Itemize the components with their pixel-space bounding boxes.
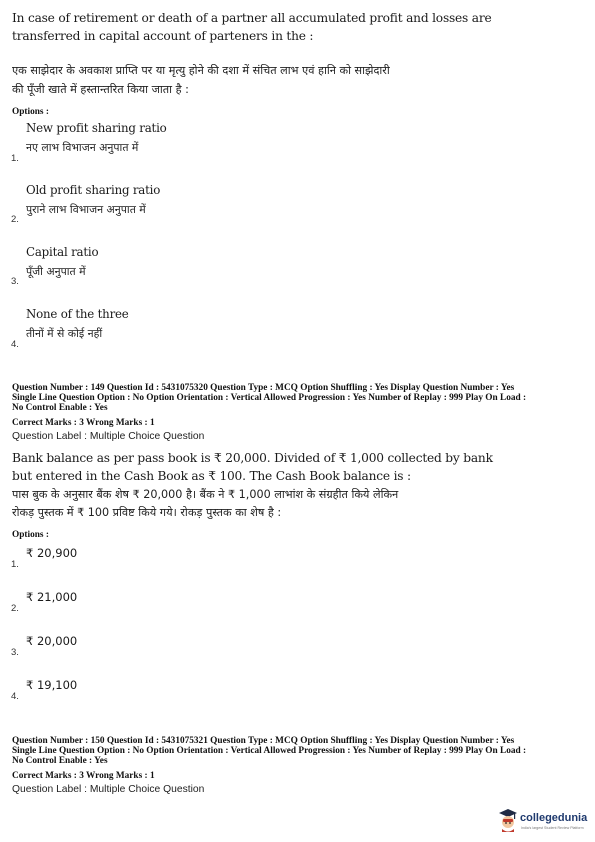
option-amount: ₹ 20,000 (26, 634, 78, 648)
q150-question-label: Question Label : Multiple Choice Question (12, 784, 205, 795)
option-text-en: Old profit sharing ratio (26, 183, 161, 197)
option-amount: ₹ 21,000 (26, 590, 78, 604)
option-text-hi: पुराने लाभ विभाजन अनुपात में (26, 203, 146, 216)
logo-name: collegedunia (520, 812, 588, 824)
q149-meta-line3: No Control Enable : Yes (12, 403, 108, 413)
option-amount: ₹ 19,100 (26, 678, 78, 692)
q149-text-hi-line1: पास बुक के अनुसार बैंक शेष ₹ 20,000 है। बैंक ने ₹ 1,000 लाभांश के संग्रहीत किये लेकिन (12, 488, 399, 501)
option-number: 3. (11, 647, 19, 658)
q149-text-en-line1: Bank balance as per pass book is ₹ 20,000. Divided of ₹ 1,000 collected by bank (12, 451, 493, 465)
q150-marks: Correct Marks : 3 Wrong Marks : 1 (12, 771, 155, 781)
collegedunia-logo (498, 808, 590, 836)
graduate-mascot-icon (498, 808, 518, 832)
q149-text-en-line2: but entered in the Cash Book as ₹ 100. The Cash Book balance is : (12, 469, 411, 483)
logo-tagline: India's largest Student Review Platform (521, 826, 584, 830)
option-number: 1. (11, 559, 19, 570)
q148-text-hi-line2: की पूँजी खाते में हस्तान्तरित किया जाता है : (12, 83, 189, 96)
option-number: 2. (11, 603, 19, 614)
option-number: 2. (11, 214, 19, 225)
q149-text-hi-line2: रोकड़ पुस्तक में ₹ 100 प्रविष्ट किये गये। रोकड़ पुस्तक का शेष है : (12, 506, 282, 519)
q150-meta-line2: Single Line Question Option : No Option Orientation : Vertical Allowed Progression : Yes Number of Replay : 999 Play On Load : (12, 746, 527, 756)
q149-meta-line1: Question Number : 149 Question Id : 5431075320 Question Type : MCQ Option Shuffling : Yes Display Question Number : Yes (12, 383, 515, 393)
q148-text-en-line1: In case of retirement or death of a partner all accumulated profit and losses are (12, 11, 492, 25)
q148-text-en-line2: transferred in capital account of parteners in the : (12, 29, 314, 43)
q149-options-heading: Options : (12, 530, 49, 540)
option-number: 3. (11, 276, 19, 287)
option-text-en: Capital ratio (26, 245, 99, 259)
q149-marks: Correct Marks : 3 Wrong Marks : 1 (12, 418, 155, 428)
q148-text-hi-line1: एक साझेदार के अवकाश प्राप्ति पर या मृत्यु होने की दशा में संचित लाभ एवं हानि को साझेदारी (12, 64, 390, 77)
option-text-en: New profit sharing ratio (26, 121, 167, 135)
q150-meta-line3: No Control Enable : Yes (12, 756, 108, 766)
option-amount: ₹ 20,900 (26, 546, 78, 560)
option-text-en: None of the three (26, 307, 129, 321)
q149-meta-line2: Single Line Question Option : No Option Orientation : Vertical Allowed Progression : Yes Number of Replay : 999 Play On Load : (12, 393, 527, 403)
option-number: 4. (11, 339, 19, 350)
q148-options-heading: Options : (12, 107, 49, 117)
option-text-hi: पूँजी अनुपात में (26, 265, 86, 278)
option-text-hi: तीनों में से कोई नहीं (26, 327, 103, 340)
option-text-hi: नए लाभ विभाजन अनुपात में (26, 141, 139, 154)
option-number: 1. (11, 153, 19, 164)
option-number: 4. (11, 691, 19, 702)
q150-meta-line1: Question Number : 150 Question Id : 5431075321 Question Type : MCQ Option Shuffling : Yes Display Question Number : Yes (12, 736, 515, 746)
q149-question-label: Question Label : Multiple Choice Question (12, 431, 205, 442)
